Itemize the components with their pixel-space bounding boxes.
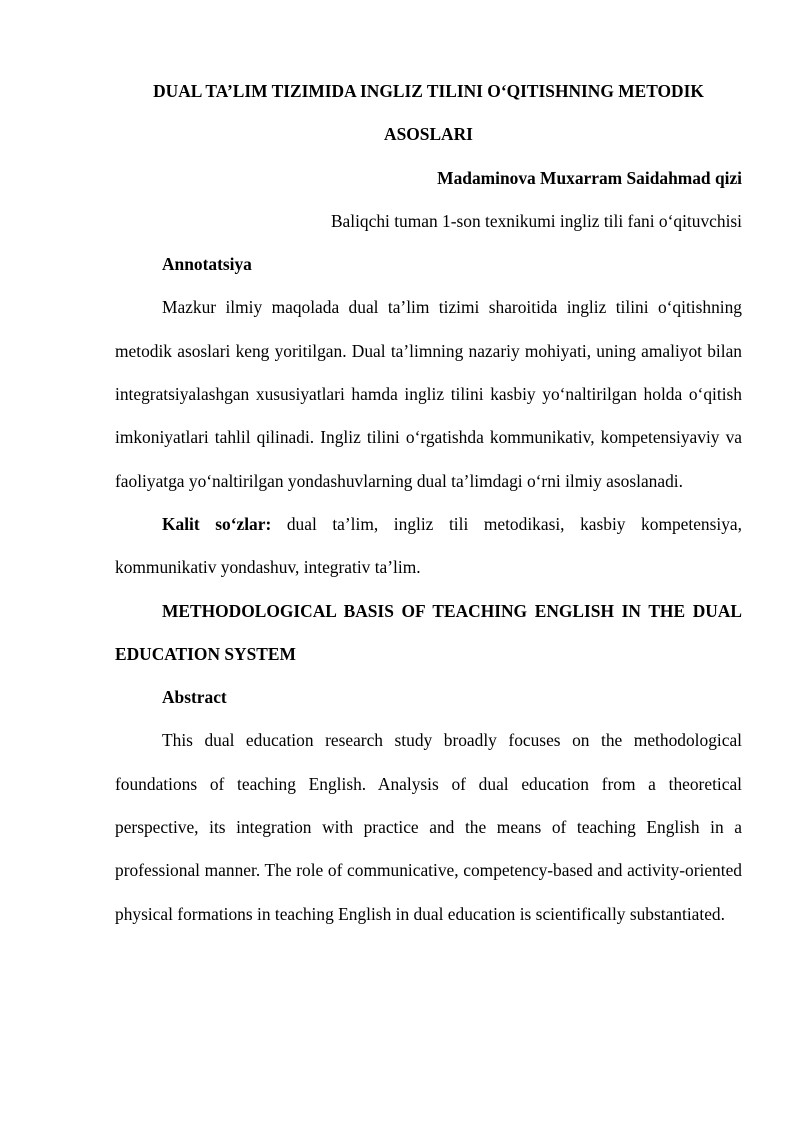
author-name: Madaminova Muxarram Saidahmad qizi [437, 167, 742, 188]
abstract-heading: Abstract [162, 687, 227, 708]
document-page [115, 70, 742, 936]
english-title: METHODOLOGICAL BASIS OF TEACHING ENGLISH IN THE DUAL EDUCATION SYSTEM [115, 600, 742, 664]
paper-title: DUAL TA’LIM TIZIMIDA INGLIZ TILINI O‘QITISHNING METODIK ASOSLARI [153, 81, 704, 145]
author-affiliation: Baliqchi tuman 1-son texnikumi ingliz tili fani o‘qituvchisi [330, 210, 742, 231]
keywords-label: Kalit so‘zlar: [162, 513, 272, 534]
abstract-text: This dual education research study broadly focuses on the methodological foundations of teaching English. Analysis of dual education from a theoretical perspective, its integration with practice and the means of teaching English in a professional manner. The role of communicative, competency-based and activity-oriented physical formations in teaching English in dual education is scientifically substantiated. [115, 730, 742, 924]
keywords-text: dual ta’lim, ingliz tili metodikasi, kasbiy kompetensiya, kommunikativ yondashuv, integrativ ta’lim. [115, 513, 742, 578]
annotation-heading: Annotatsiya [162, 254, 252, 275]
annotation-text: Mazkur ilmiy maqolada dual ta’lim tizimi sharoitida ingliz tilini o‘qitishning metodik asoslari keng yoritilgan. Dual ta’limning nazariy mohiyati, uning amaliyot bilan integratsiyalashgan xususiyatlari hamda ingliz tilini kasbiy yo‘naltirilgan holda o‘qitish imkoniyatlari tahlil qilinadi. Ingliz tilini o‘rgatishda kommunikativ, kompetensiyaviy va faoliyatga yo‘naltirilgan yondashuvlarning dual ta’limdagi o‘rni ilmiy asoslanadi. [115, 297, 742, 491]
keywords-paragraph [115, 503, 742, 590]
